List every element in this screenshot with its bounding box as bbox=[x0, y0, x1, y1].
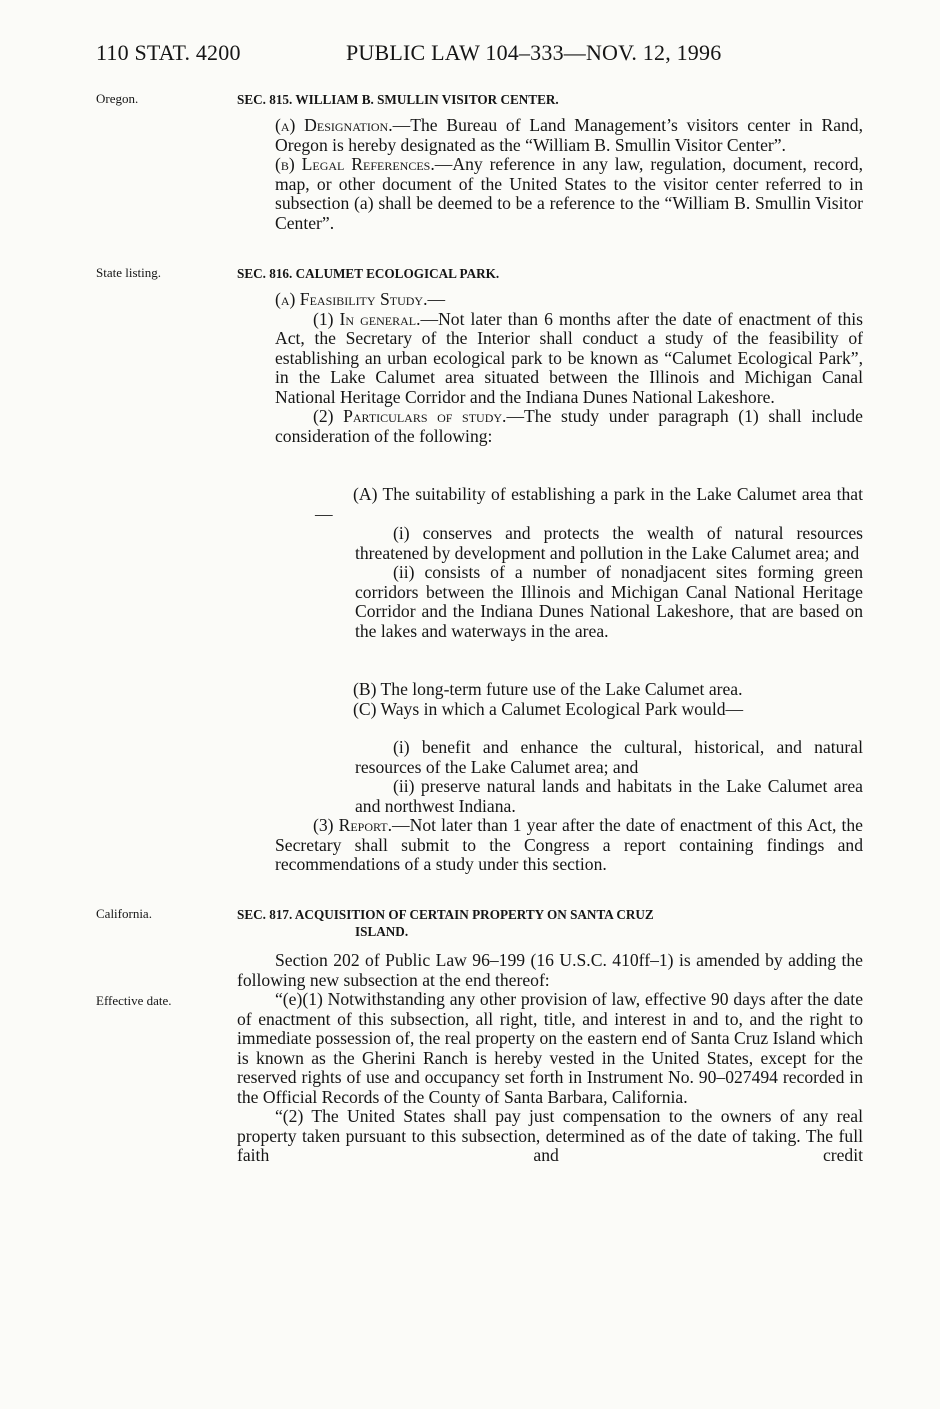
sec-817-heading-line2: ISLAND. bbox=[355, 924, 409, 939]
sec-816-a bbox=[275, 290, 863, 446]
sec-817-heading-line1: SEC. 817. ACQUISITION OF CERTAIN PROPERTY ON SANTA CRUZ bbox=[237, 907, 654, 922]
sec-815-b-text: —Any reference in any law, regulation, document, record, map, or other document of the United States to the visitor center referred to in subsection (a) shall be deemed to be a reference to the “William B. Smullin Visitor Center”. bbox=[275, 154, 864, 233]
sec-816-p2-text: —The study under paragraph (1) shall include consideration of the following: bbox=[275, 406, 863, 446]
sec-816-heading: SEC. 816. CALUMET ECOLOGICAL PARK. bbox=[237, 266, 500, 281]
sec-816-A-clauses bbox=[355, 524, 863, 641]
sec-815-subsection-b bbox=[275, 155, 863, 233]
sec-815-a-label: (a) Designation. bbox=[275, 115, 393, 135]
sec-816-p3 bbox=[275, 816, 863, 875]
sec-816-C-text: (C) Ways in which a Calumet Ecological Park would— bbox=[353, 698, 744, 719]
sec-815-a-text: —The Bureau of Land Management’s visitors center in Rand, Oregon is hereby designated as the “William B. Smullin Visitor Center”. bbox=[275, 115, 864, 155]
sec-816-A-text: (A) The suitability of establishing a park in the Lake Calumet area that— bbox=[315, 484, 863, 524]
sec-815-subsection-a bbox=[275, 116, 863, 155]
sec-816-p3-label: (3) Report. bbox=[313, 815, 393, 835]
margin-note-oregon: Oregon. bbox=[96, 91, 139, 106]
sec-816-subparagraph-A bbox=[315, 485, 863, 524]
sec-816-B-text: (B) The long-term future use of the Lake Calumet area. bbox=[353, 679, 743, 699]
sec-816-A-clause-i: (i) conserves and protects the wealth of natural resources threatened by development and pollution in the Lake Calumet area; and bbox=[355, 523, 863, 563]
sec-817-intro: Section 202 of Public Law 96–199 (16 U.S.C. 410ff–1) is amended by adding the following new subsection at the end thereof: bbox=[237, 950, 863, 990]
sec-816-paragraph-3 bbox=[275, 816, 863, 875]
sec-816-a-heading bbox=[275, 290, 863, 310]
sec-816-paragraph-1 bbox=[275, 310, 863, 408]
sec-816-subparagraphs-B-C bbox=[315, 680, 863, 719]
margin-note-state-listing: State listing. bbox=[96, 265, 161, 280]
sec-816-p2-label: (2) Particulars of study. bbox=[313, 406, 507, 426]
sec-816-C-clauses bbox=[355, 738, 863, 816]
sec-817-heading bbox=[237, 906, 863, 940]
margin-note-california: California. bbox=[96, 906, 152, 921]
sec-816-p1-label: (1) In general. bbox=[313, 308, 421, 329]
sec-817-body bbox=[237, 951, 863, 1166]
sec-817-subsection-e2: “(2) The United States shall pay just compensation to the owners of any real property taken pursuant to this subsection, determined as of the date of taking. The full faith and credit bbox=[237, 1106, 863, 1165]
sec-816-p1-text: —Not later than 6 months after the date of enactment of this Act, the Secretary of the Interior shall conduct a study of the feasibility of establishing an urban ecological park to be known as “Calumet Ecological Park”, in the Lake Calumet area situated between the Illinois and Michigan Canal National Heritage Corridor and the Indiana Dunes National Lakeshore. bbox=[275, 308, 864, 407]
sec-816-a-dash: — bbox=[427, 289, 446, 309]
sec-815-b-label: (b) Legal References. bbox=[275, 154, 435, 174]
sec-817-subsection-e1: “(e)(1) Notwithstanding any other provision of law, effective 90 days after the date of enactment of this subsection, all right, title, and interest in and to, and the right to immediate possession of, the real property on the eastern end of Santa Cruz Island which is known as the Gherini Ranch is hereby vested in the United States, except for the reserved rights of use and occupancy set forth in Instrument No. 90–027494 recorded in the Official Records of the County of Santa Barbara, California. bbox=[237, 989, 863, 1107]
sec-816-p3-text: —Not later than 1 year after the date of enactment of this Act, the Secretary shall submit to the Congress a report containing findings and recommendations of a study under this section. bbox=[275, 815, 863, 874]
public-law-title: PUBLIC LAW 104–333—NOV. 12, 1996 bbox=[346, 40, 722, 65]
sec-816-paragraph-2 bbox=[275, 407, 863, 446]
sec-816-a-label: (a) Feasibility Study. bbox=[275, 289, 428, 309]
sec-816-C-clause-ii: (ii) preserve natural lands and habitats in the Lake Calumet area and northwest Indiana. bbox=[355, 776, 863, 816]
sec-816-A-clause-ii: (ii) consists of a number of nonadjacent sites forming green corridors between the Illinois and Michigan Canal National Heritage Corridor and the Indiana Dunes National Lakeshore, that are based on the lakes and waterways in the area. bbox=[355, 562, 863, 641]
sec-816-C-clause-i: (i) benefit and enhance the cultural, historical, and natural resources of the Lake Calumet area; and bbox=[355, 737, 863, 777]
stat-page-number: 110 STAT. 4200 bbox=[96, 40, 241, 65]
sec-815-heading: SEC. 815. WILLIAM B. SMULLIN VISITOR CENTER. bbox=[237, 92, 559, 107]
margin-note-effective-date: Effective date. bbox=[96, 993, 172, 1008]
sec-815-body bbox=[275, 116, 863, 233]
